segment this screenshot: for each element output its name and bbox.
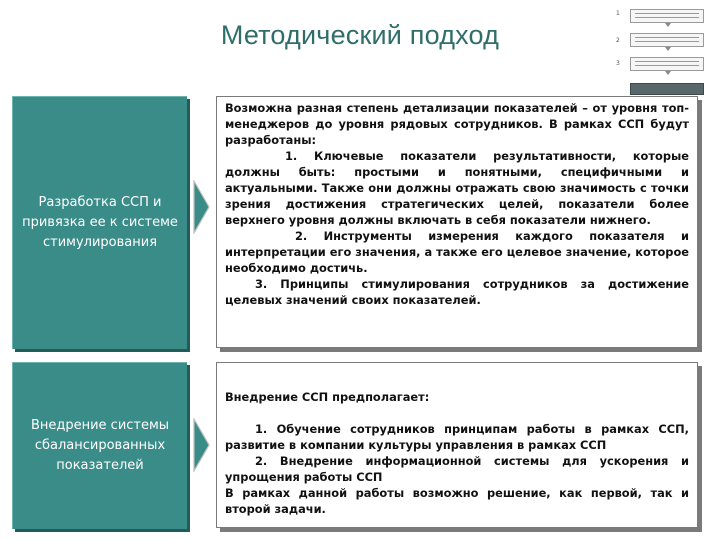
mini-step-number: 1 bbox=[616, 10, 620, 17]
section-paragraph: 1. Ключевые показатели результативности, которые должны быть: простыми и понятными, специфичными и актуальными. Также они должны отражать свою значимость с точки зрения достижения стратегических целей, показатели более верхнего уровня должны включать в себя показатели нижнего. bbox=[225, 149, 689, 227]
section-label-text: Разработка ССП и привязка ее к системе стимулирования bbox=[22, 195, 178, 250]
section-description-ssp-implementation bbox=[216, 362, 698, 528]
section-paragraph: 1. Обучение сотрудников принципам работы в рамках ССП, развитие в компании культуры управления в рамках ССП bbox=[225, 422, 689, 452]
section-label-ssp-implementation bbox=[12, 362, 187, 529]
arrow-right-icon bbox=[193, 180, 211, 234]
mini-step-number: 2 bbox=[616, 37, 620, 44]
section-paragraph: 2. Инструменты измерения каждого показателя и интерпретации его значения, а также его целевое значение, которое необходимо достичь. bbox=[225, 229, 689, 275]
section-label-ssp-development bbox=[12, 96, 187, 349]
mini-step-number: 3 bbox=[616, 60, 620, 67]
section-description-ssp-development bbox=[216, 96, 698, 348]
section-label-text: Внедрение системы сбалансированных показателей bbox=[30, 418, 170, 473]
section-paragraph: 2. Внедрение информационной системы для ускорения и упрощения работы ССП bbox=[225, 454, 689, 484]
section-paragraph: В рамках данной работы возможно решение, как первой, так и второй задачи. bbox=[225, 486, 689, 516]
page-title: Методический подход bbox=[220, 20, 500, 50]
arrow-right-icon bbox=[193, 418, 211, 472]
mini-step-box-highlighted bbox=[630, 83, 704, 95]
mini-step-box bbox=[630, 9, 704, 23]
mini-step-box bbox=[630, 33, 704, 47]
section-paragraph: Внедрение ССП предполагает: bbox=[225, 390, 430, 404]
mini-arrow-down-icon bbox=[665, 47, 671, 51]
mini-step-box bbox=[630, 57, 704, 71]
mini-arrow-down-icon bbox=[665, 71, 671, 75]
section-paragraph: Возможна разная степень детализации показателей – от уровня топ-менеджеров до уровня рядовых сотрудников. В рамках ССП будут разработаны: bbox=[225, 101, 689, 147]
mini-flowchart-thumbnail bbox=[612, 0, 720, 100]
mini-arrow-down-icon bbox=[665, 23, 671, 27]
section-paragraph: 3. Принципы стимулирования сотрудников за достижение целевых значений своих показателей. bbox=[225, 277, 689, 307]
